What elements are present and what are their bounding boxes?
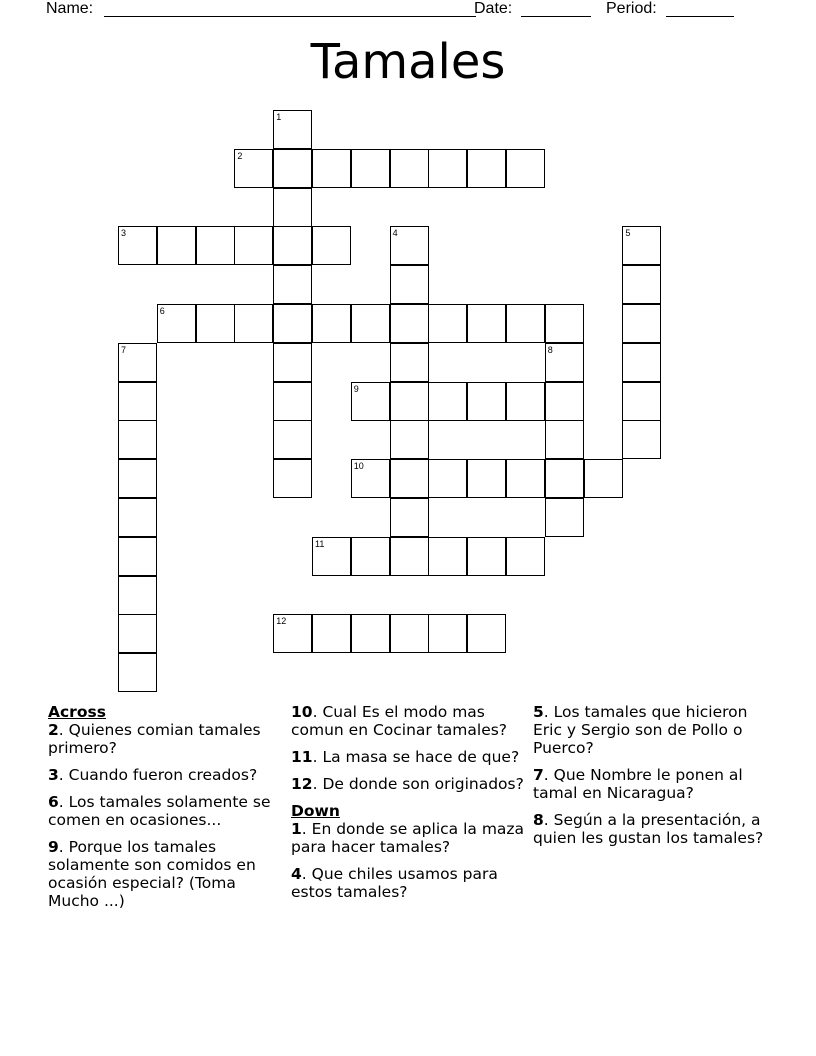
clue-number: 3 bbox=[121, 228, 127, 239]
clue-across-6: 6. Los tamales solamente se comen en ocasiones... bbox=[48, 793, 271, 829]
clue-number: 8 bbox=[547, 344, 553, 355]
grid-cell[interactable] bbox=[312, 537, 351, 576]
clue-across-9: 9. Porque los tamales solamente son comidos en ocasión especial? (Toma Mucho ...) bbox=[48, 838, 256, 910]
grid-cell[interactable] bbox=[467, 304, 506, 343]
grid-cell[interactable] bbox=[584, 459, 623, 498]
clues-column-2 bbox=[291, 703, 527, 910]
grid-cell[interactable] bbox=[118, 576, 157, 615]
grid-cell[interactable] bbox=[273, 226, 312, 265]
clue-across-10: 10. Cual Es el modo mas comun en Cocinar tamales? bbox=[291, 703, 508, 739]
grid-cell[interactable] bbox=[312, 304, 351, 343]
grid-cell[interactable] bbox=[428, 304, 467, 343]
grid-cell[interactable] bbox=[118, 226, 157, 265]
clue-down-5: 5. Los tamales que hicieron Eric y Sergio son de Pollo o Puerco? bbox=[533, 703, 748, 757]
clue-number: 10 bbox=[353, 461, 364, 472]
grid-cell[interactable] bbox=[312, 226, 351, 265]
grid-cell[interactable] bbox=[118, 653, 157, 692]
grid-cell[interactable] bbox=[118, 343, 157, 382]
grid-cell[interactable] bbox=[196, 226, 235, 265]
grid-cell[interactable] bbox=[506, 382, 545, 421]
grid-cell[interactable] bbox=[467, 537, 506, 576]
grid-cell[interactable] bbox=[390, 614, 429, 653]
clue-down-7: 7. Que Nombre le ponen al tamal en Nicaragua? bbox=[533, 766, 743, 802]
grid-cell[interactable] bbox=[467, 459, 506, 498]
grid-cell[interactable] bbox=[428, 614, 467, 653]
grid-cell[interactable] bbox=[545, 459, 584, 498]
period-label: Period: bbox=[606, 0, 657, 17]
grid-cell[interactable] bbox=[351, 459, 390, 498]
grid-cell[interactable] bbox=[506, 537, 545, 576]
clue-down-1: 1. En donde se aplica la maza para hacer tamales? bbox=[291, 820, 525, 856]
clue-number: 2 bbox=[237, 150, 243, 161]
grid-cell[interactable] bbox=[622, 420, 661, 459]
page-title: Tamales bbox=[310, 34, 506, 90]
grid-cell[interactable] bbox=[390, 149, 429, 188]
clue-number: 7 bbox=[121, 344, 127, 355]
grid-cell[interactable] bbox=[351, 304, 390, 343]
grid-cell[interactable] bbox=[118, 382, 157, 421]
grid-cell[interactable] bbox=[234, 226, 273, 265]
clues-column-3 bbox=[533, 703, 765, 856]
grid-cell[interactable] bbox=[273, 420, 312, 459]
grid-cell[interactable] bbox=[390, 265, 429, 304]
clue-across-12: 12. De donde son originados? bbox=[291, 775, 524, 793]
grid-cell[interactable] bbox=[273, 188, 312, 227]
grid-cell[interactable] bbox=[467, 382, 506, 421]
grid-cell[interactable] bbox=[234, 149, 273, 188]
clue-number: 11 bbox=[315, 538, 325, 549]
grid-cell[interactable] bbox=[467, 149, 506, 188]
grid-cell[interactable] bbox=[273, 110, 312, 149]
grid-cell[interactable] bbox=[428, 459, 467, 498]
grid-cell[interactable] bbox=[390, 304, 429, 343]
down-heading: Down bbox=[291, 802, 340, 820]
grid-cell[interactable] bbox=[506, 304, 545, 343]
grid-cell[interactable] bbox=[118, 498, 157, 537]
grid-cell[interactable] bbox=[428, 537, 467, 576]
across-heading: Across bbox=[48, 703, 106, 721]
grid-cell[interactable] bbox=[157, 226, 196, 265]
grid-cell[interactable] bbox=[390, 343, 429, 382]
clue-number: 4 bbox=[392, 228, 398, 239]
grid-cell[interactable] bbox=[273, 343, 312, 382]
grid-cell[interactable] bbox=[351, 614, 390, 653]
grid-cell[interactable] bbox=[196, 304, 235, 343]
grid-cell[interactable] bbox=[312, 614, 351, 653]
grid-cell[interactable] bbox=[312, 149, 351, 188]
clue-down-4: 4. Que chiles usamos para estos tamales? bbox=[291, 865, 498, 901]
clue-number: 5 bbox=[625, 228, 631, 239]
grid-cell[interactable] bbox=[118, 420, 157, 459]
grid-cell[interactable] bbox=[390, 226, 429, 265]
grid-cell[interactable] bbox=[622, 343, 661, 382]
grid-cell[interactable] bbox=[545, 304, 584, 343]
clues-column-1 bbox=[48, 703, 276, 919]
grid-cell[interactable] bbox=[622, 265, 661, 304]
clue-across-2: 2. Quienes comian tamales primero? bbox=[48, 721, 261, 757]
grid-cell[interactable] bbox=[545, 343, 584, 382]
grid-cell[interactable] bbox=[351, 537, 390, 576]
grid-cell[interactable] bbox=[622, 304, 661, 343]
grid-cell[interactable] bbox=[234, 304, 273, 343]
clue-number: 1 bbox=[276, 112, 282, 122]
grid-cell[interactable] bbox=[273, 382, 312, 421]
date-label: Date: bbox=[474, 0, 513, 17]
grid-cell[interactable] bbox=[273, 614, 312, 653]
clue-number: 9 bbox=[353, 383, 359, 394]
grid-cell[interactable] bbox=[545, 498, 584, 537]
grid-cell[interactable] bbox=[390, 537, 429, 576]
grid-cell[interactable] bbox=[545, 382, 584, 421]
grid-cell[interactable] bbox=[351, 382, 390, 421]
grid-cell[interactable] bbox=[118, 537, 157, 576]
grid-cell[interactable] bbox=[273, 304, 312, 343]
clue-across-11: 11. La masa se hace de que? bbox=[291, 748, 520, 766]
grid-cell[interactable] bbox=[390, 498, 429, 537]
grid-cell[interactable] bbox=[390, 382, 429, 421]
grid-cell[interactable] bbox=[506, 149, 545, 188]
grid-cell[interactable] bbox=[622, 382, 661, 421]
clue-down-8: 8. Según a la presentación, a quien les gustan los tamales? bbox=[533, 811, 764, 847]
grid-cell[interactable] bbox=[428, 382, 467, 421]
clue-number: 12 bbox=[276, 616, 287, 627]
clue-number: 6 bbox=[159, 306, 165, 316]
clue-across-3: 3. Cuando fueron creados? bbox=[48, 766, 258, 784]
grid-cell[interactable] bbox=[390, 420, 429, 459]
grid-cell[interactable] bbox=[351, 149, 390, 188]
grid-cell[interactable] bbox=[273, 149, 312, 188]
grid-cell[interactable] bbox=[390, 459, 429, 498]
grid-cell[interactable] bbox=[118, 459, 157, 498]
grid-cell[interactable] bbox=[273, 459, 312, 498]
grid-cell[interactable] bbox=[118, 614, 157, 653]
grid-cell[interactable] bbox=[622, 226, 661, 265]
name-label: Name: bbox=[46, 0, 94, 17]
grid-cell[interactable] bbox=[428, 149, 467, 188]
grid-cell[interactable] bbox=[467, 614, 506, 653]
grid-cell[interactable] bbox=[506, 459, 545, 498]
grid-cell[interactable] bbox=[273, 265, 312, 304]
grid-cell[interactable] bbox=[157, 304, 196, 343]
grid-cell[interactable] bbox=[545, 420, 584, 459]
